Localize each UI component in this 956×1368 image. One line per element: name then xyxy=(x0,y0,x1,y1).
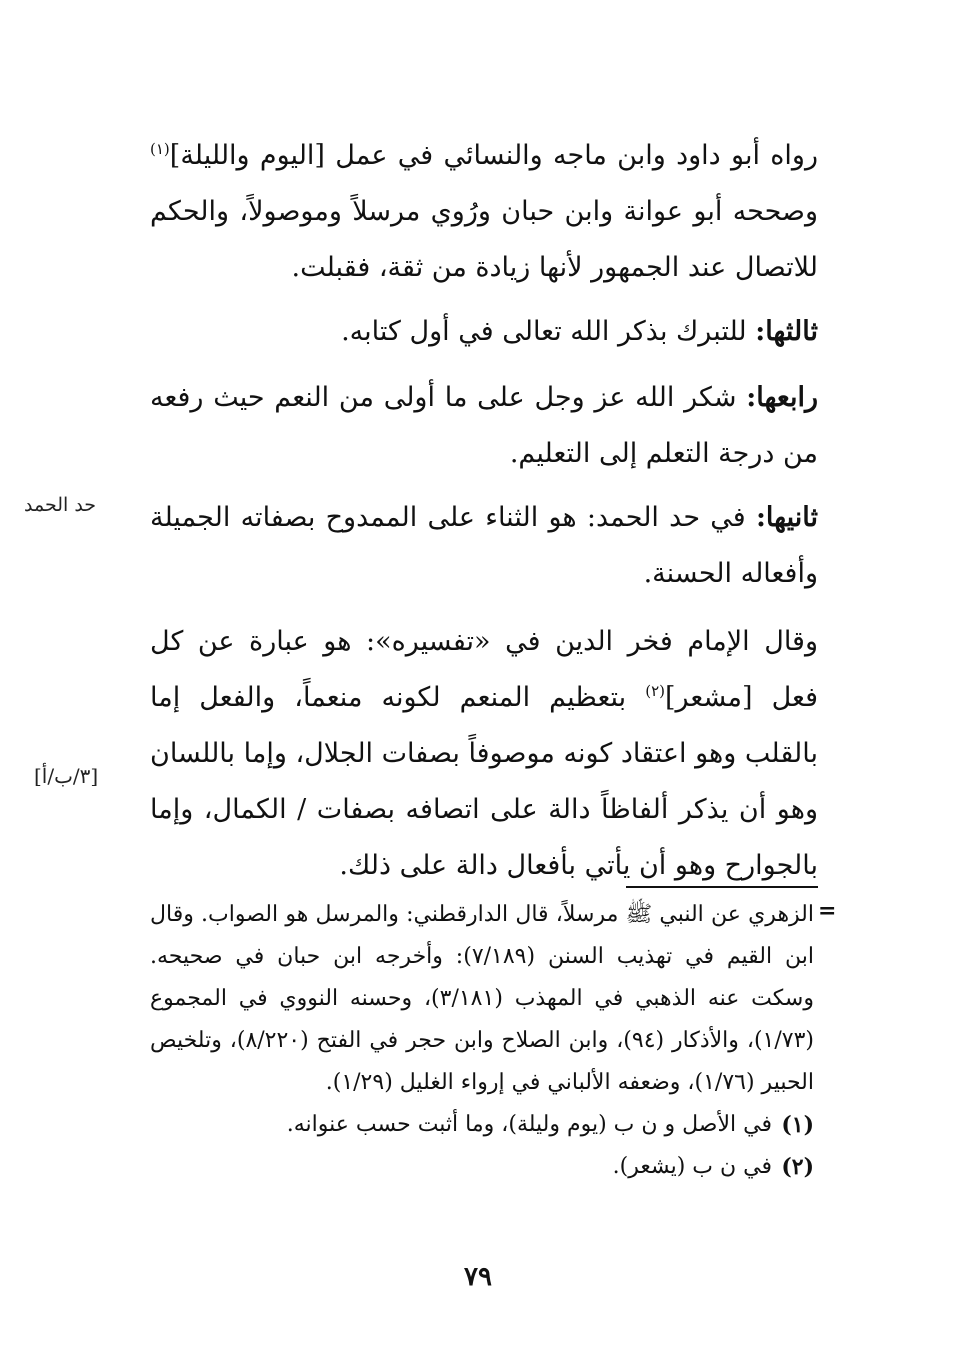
p4-lead: ثانيها: xyxy=(755,502,818,533)
footnote-ref-1[interactable]: (١) xyxy=(150,140,170,158)
footnote-continuation-mark: = xyxy=(818,898,837,924)
footnote-2 xyxy=(150,1146,814,1188)
margin-note-folio: [٣/ب/أ] xyxy=(34,764,99,788)
footnote-1 xyxy=(150,1104,814,1146)
paragraph-narration xyxy=(150,128,818,296)
margin-note-hamd: حد الحمد xyxy=(24,494,97,516)
p5-text-b: بتعظيم المنعم لكونه منعماً، والفعل إما بالقلب وهو اعتقاد كونه موصوفاً بصفات الجلال، وإما باللسان وهو أن يذكر ألفاظاً دالة على اتصافه بصفات / الكمال، وإما بالجوارح وهو أن يأتي بأفعال دالة على ذلك. xyxy=(150,682,818,881)
footnote-2-text: في ن ب (يشعر). xyxy=(612,1154,772,1179)
footnote-2-number: (٢) xyxy=(781,1154,814,1180)
footnote-1-text: في الأصل و ن ب (يوم وليلة)، وما أثبت حسب عنوانه. xyxy=(286,1112,772,1137)
p3-lead: رابعها: xyxy=(746,382,818,413)
page-number: ٧٩ xyxy=(464,1262,492,1292)
p2-lead: ثالثها: xyxy=(755,316,818,347)
footnote-continued-text: الزهري عن النبي ﷺ مرسلاً، قال الدارقطني: والمرسل هو الصواب. وقال ابن القيم في تهذيب السنن (٧/١٨٩): وأخرجه ابن حبان في صحيحه. وسكت عنه الذهبي في المهذب (٣/١٨١)، وحسنه النووي في المجموع (١/٧٣)، والأذكار (٩٤)، وابن الصلاح وابن حجر في الفتح (٨/٢٢٠)، وتلخيص الحبير (١/٧٦)، وضعفه الألباني في إرواء الغليل (١/٢٩). xyxy=(150,902,814,1095)
p1-text: رواه أبو داود وابن ماجه والنسائي في عمل [اليوم والليلة] xyxy=(169,140,818,171)
footnote-ref-2[interactable]: (٢) xyxy=(645,682,665,700)
p4-text: في حد الحمد: هو الثناء على الممدوح بصفاته الجميلة وأفعاله الحسنة. xyxy=(150,502,818,589)
p2-text: للتبرك بذكر الله تعالى في أول كتابه. xyxy=(341,316,756,347)
footnote-separator xyxy=(626,886,818,888)
footnote-1-number: (١) xyxy=(781,1112,814,1138)
p1-rest: وصححه أبو عوانة وابن حبان ورُوي مرسلاً وموصولاً، والحكم للاتصال عند الجمهور لأنها زيادة من ثقة، فقبلت. xyxy=(150,196,818,283)
footnotes xyxy=(150,894,814,1188)
paragraph-third-reason xyxy=(150,304,818,360)
paragraph-fakhr-al-din xyxy=(150,614,818,894)
paragraph-fourth-reason xyxy=(150,370,818,482)
p5-text-a: وقال الإمام فخر الدين في «تفسيره»: هو عبارة عن كل فعل [مشعر] xyxy=(150,626,818,713)
paragraph-definition-of-praise xyxy=(150,490,818,602)
p3-text: شكر الله عز وجل على ما أولى من النعم حيث رفعه من درجة التعلم إلى التعليم. xyxy=(150,382,818,469)
